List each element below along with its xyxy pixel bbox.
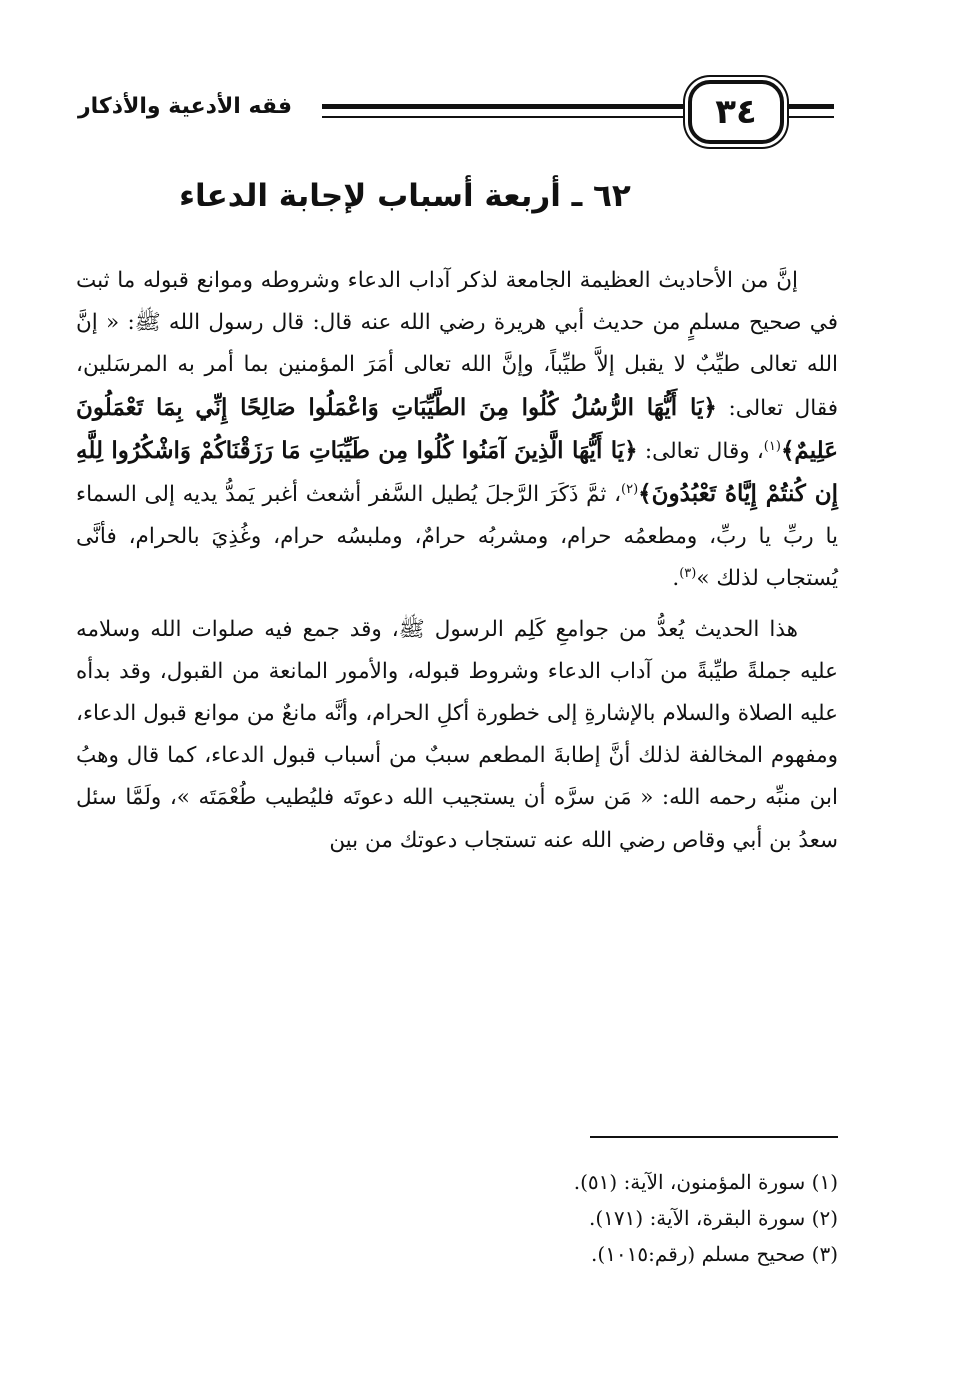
quran-verse: ﴿يَا أَيُّهَا الَّذِينَ آمَنُوا كُلُوا مِن طَيِّبَاتِ مَا رَزَقْنَاكُمْ وَاشْكُرُوا لِلَّهِ إِن كُنتُمْ إِيَّاهُ تَعْبُدُونَ﴾	[76, 436, 838, 508]
footnote-2: (٢) سورة البقرة، الآية: (١٧١).	[589, 1206, 838, 1230]
chapter-title: ٦٢ ـ أربعة أسباب لإجابة الدعاء	[179, 178, 631, 214]
page-number: ٣٤	[688, 80, 784, 144]
text-span: إنَّ من الأحاديث العظيمة الجامعة لذكر آداب الدعاء وشروطه وموانع قبوله ما ثبت في صحيح مسلمٍ من حديث أبي هريرة رضي الله عنه قال: قال رسول الله ﷺ: « إنَّ الله تعالى طيِّبٌ لا يقبل إلاَّ طيِّباً، وإنَّ الله تعالى أمَرَ المؤمنين بما أمر به المرسَلين، فقال تعالى:	[76, 268, 838, 421]
text-span: .	[672, 566, 680, 592]
book-title: فقه الأدعية والأذكار	[78, 94, 293, 119]
text-span: ، وقال تعالى:	[644, 438, 764, 464]
main-text	[76, 260, 838, 862]
footnote-ref: (٢)	[621, 481, 639, 497]
paragraph-commentary: هذا الحديث يُعدُّ من جوامعِ كَلِم الرسول ﷺ، وقد جمع فيه صلوات الله وسلامه عليه جملةً طيِّبةً من آداب الدعاء وشروط قبوله، والأمور المانعة من القبول، وقد بدأه عليه الصلاة والسلام بالإشارةِ إلى خطورة أكلِ الحرام، وأنَّه مانعٌ من موانع قبول الدعاء، ومفهوم المخالفة لذلك أنَّ إطابةَ المطعم سببٌ من أسباب قبول الدعاء، كما قال وهبُ ابن منبِّه رحمه الله: « مَن سرَّه أن يستجيب الله دعوتَه فليُطيب طُعْمَتَه »، ولَمَّا سئل سعدُ بن أبي وقاص رضي الله عنه تستجاب دعوتك من بين	[76, 616, 838, 853]
quran-verse: ﴿يَا أَيُّهَا الرُّسُلُ كُلُوا مِنَ الطَّيِّبَاتِ وَاعْمَلُوا صَالِحًا إِنِّي بِمَا تَعْمَلُونَ عَلِيمٌ﴾	[76, 393, 838, 464]
text-span: ، ثمَّ ذَكَرَ الرَّجلَ يُطيل السَّفر أشعث أغبر يَمدُّ يديه إلى السماء يا ربِّ يا ربِّ، ومطعمُه حرام، ومشربُه حرامٌ، وملبسُه حرام، وغُذِيَ بالحرام، فأنَّى يُستجاب لذلك »	[76, 482, 838, 592]
paragraph-hadith	[76, 260, 838, 601]
footnote-1: (١) سورة المؤمنون، الآية: (٥١).	[573, 1170, 838, 1194]
footnote-separator	[590, 1136, 838, 1138]
footnotes	[400, 1164, 838, 1272]
footnote-ref: (٣)	[679, 566, 697, 582]
running-header	[72, 78, 834, 156]
header-rule-left	[322, 104, 692, 118]
footnote-ref: (١)	[763, 438, 781, 454]
footnote-3: (٣) صحيح مسلم (رقم:١٠١٥).	[591, 1242, 838, 1266]
header-rule-right	[778, 104, 834, 118]
